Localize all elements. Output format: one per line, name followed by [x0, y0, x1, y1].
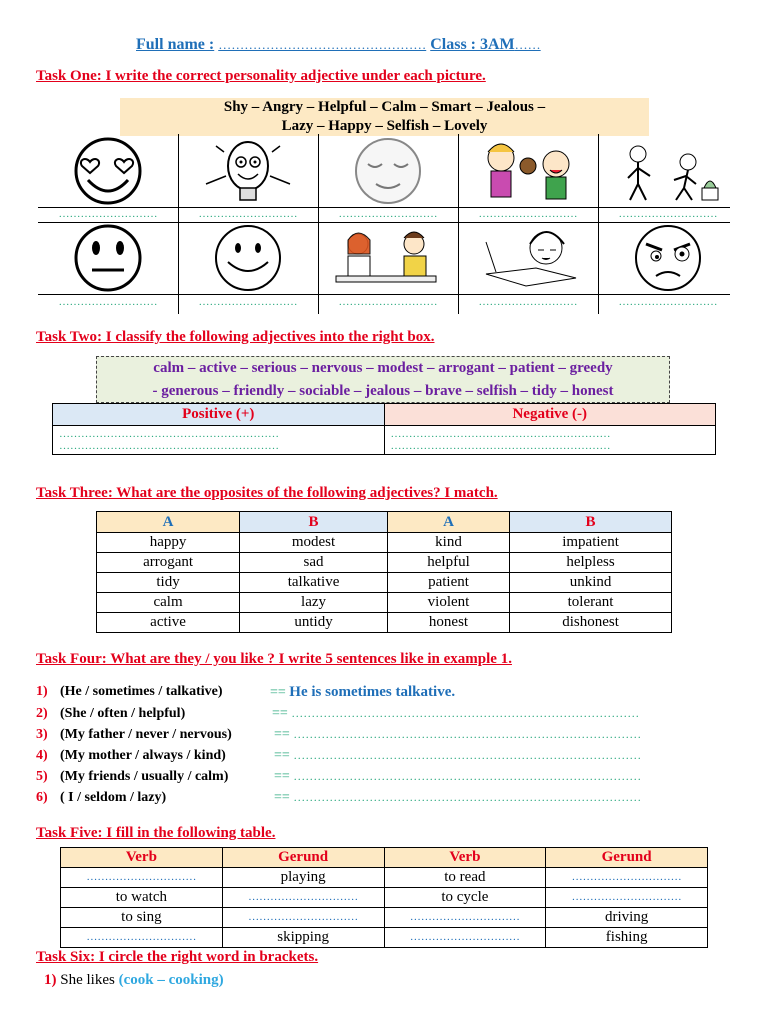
sentence-item — [36, 727, 232, 743]
sentence-prompt: (He / sometimes / talkative) — [60, 684, 223, 699]
jealous-face-icon — [606, 224, 730, 292]
col-a-header: A — [97, 512, 240, 533]
answer-blank[interactable]: ……………………… — [198, 208, 298, 220]
calm-face-icon — [326, 136, 450, 206]
word-box-line-2: Lazy – Happy – Selfish – Lovely — [281, 118, 488, 134]
table-cell: to cycle — [384, 888, 546, 908]
sentence-answer-line — [272, 706, 639, 722]
table-cell: playing — [222, 868, 384, 888]
table-row — [97, 553, 672, 573]
heart-eyes-face-icon — [46, 136, 170, 206]
equals-sign: == — [270, 685, 286, 700]
table-cell: active — [97, 613, 240, 633]
full-name-field[interactable]: ………………………………………… — [218, 37, 427, 52]
table-cell: talkative — [240, 573, 388, 593]
full-name-label: Full name : — [136, 36, 215, 53]
sentence-prompt: (She / often / helpful) — [60, 706, 186, 721]
equals-sign: == — [274, 790, 290, 805]
sentence-prompt: (My friends / usually / calm) — [60, 769, 229, 784]
answer-blank[interactable]: ……………………… — [338, 296, 438, 308]
item-text: She likes — [60, 972, 115, 988]
item-number: 1) — [36, 684, 48, 699]
table-cell: tidy — [97, 573, 240, 593]
answer-blank[interactable]: …………………………………………………………………………… — [291, 706, 640, 720]
table-cell: violent — [387, 593, 509, 613]
table-cell: impatient — [510, 533, 672, 553]
item-number: 2) — [36, 706, 48, 721]
table-cell: calm — [97, 593, 240, 613]
answer-blank[interactable]: ………………………… — [384, 928, 546, 948]
word-box-2-line-1: calm – active – serious – nervous – modest – arrogant – patient – greedy — [153, 360, 613, 376]
angry-children-icon — [466, 136, 590, 206]
table-row — [97, 593, 672, 613]
table-cell: helpless — [510, 553, 672, 573]
col-a-header: A — [387, 512, 509, 533]
answer-blank[interactable]: ……………………… — [618, 296, 718, 308]
item-number: 3) — [36, 727, 48, 742]
classify-table — [52, 403, 716, 455]
answer-blank[interactable]: ………………………… — [222, 888, 384, 908]
table-row — [61, 868, 708, 888]
opposites-table — [96, 511, 672, 633]
table-cell: to sing — [61, 908, 223, 928]
verb-header: Verb — [384, 848, 546, 868]
answer-blank[interactable]: ……………………… — [618, 208, 718, 220]
picture-grid — [38, 134, 730, 314]
gerund-header: Gerund — [222, 848, 384, 868]
col-b-header: B — [510, 512, 672, 533]
sentence-item — [36, 706, 185, 722]
answer-blank[interactable]: ………………………… — [222, 908, 384, 928]
class-field[interactable]: …… — [514, 37, 541, 52]
col-b-header: B — [240, 512, 388, 533]
name-class-header — [136, 36, 541, 54]
word-box-line-1: Shy – Angry – Helpful – Calm – Smart – Jealous – — [223, 99, 546, 115]
sentence-prompt: ( I / seldom / lazy) — [60, 790, 167, 805]
table-cell: tolerant — [510, 593, 672, 613]
answer-blank[interactable]: …………………………………………………………………………… — [293, 769, 642, 783]
answer-blank[interactable]: …………………………………………………… — [59, 440, 279, 452]
item-number: 4) — [36, 748, 48, 763]
table-cell: to watch — [61, 888, 223, 908]
task-two-title: Task Two: I classify the following adjectives into the right box. — [36, 329, 435, 345]
table-cell: to read — [384, 868, 546, 888]
word-options[interactable]: (cook – cooking) — [118, 972, 224, 988]
adjective-word-box-2 — [96, 356, 670, 403]
smart-lightbulb-icon — [186, 136, 310, 206]
circle-word-item — [44, 972, 224, 989]
table-cell: happy — [97, 533, 240, 553]
item-number: 6) — [36, 790, 48, 805]
answer-blank[interactable]: …………………………………………………………………………… — [293, 727, 642, 741]
answer-blank[interactable]: ………………………… — [61, 928, 223, 948]
equals-sign: == — [274, 769, 290, 784]
sentence-item — [36, 790, 166, 806]
table-cell: fishing — [546, 928, 708, 948]
table-cell: skipping — [222, 928, 384, 948]
adjective-word-box — [120, 98, 649, 136]
table-cell: dishonest — [510, 613, 672, 633]
example-answer: He is sometimes talkative. — [289, 684, 456, 700]
positive-box[interactable] — [53, 426, 385, 455]
table-cell: helpful — [387, 553, 509, 573]
answer-blank[interactable]: …………………………………………………………………………… — [293, 748, 642, 762]
table-row — [61, 908, 708, 928]
sharing-children-icon — [326, 224, 450, 292]
sentence-item — [36, 684, 223, 700]
answer-blank[interactable]: ……………………… — [58, 208, 158, 220]
table-cell: honest — [387, 613, 509, 633]
table-cell: untidy — [240, 613, 388, 633]
item-number: 5) — [36, 769, 48, 784]
gerund-header: Gerund — [546, 848, 708, 868]
answer-blank[interactable]: …………………………………………………………………………… — [293, 790, 642, 804]
gerund-table — [60, 847, 708, 948]
class-label: Class : 3AM — [430, 36, 515, 53]
table-cell: arrogant — [97, 553, 240, 573]
table-row — [97, 533, 672, 553]
table-cell: driving — [546, 908, 708, 928]
answer-blank[interactable]: …………………………………………………… — [390, 440, 611, 452]
table-cell: unkind — [510, 573, 672, 593]
equals-sign: == — [272, 706, 288, 721]
sentence-item — [36, 748, 226, 764]
equals-sign: == — [274, 748, 290, 763]
answer-blank[interactable]: ………………………… — [546, 868, 708, 888]
task-three-title: Task Three: What are the opposites of the following adjectives? I match. — [36, 485, 498, 501]
sentence-prompt: (My mother / always / kind) — [60, 748, 226, 763]
sentence-answer-line — [274, 748, 641, 764]
word-box-2-line-2: - generous – friendly – sociable – jealous – brave – selfish – tidy – honest — [152, 383, 614, 399]
table-row — [97, 613, 672, 633]
task-six-title: Task Six: I circle the right word in brackets. — [36, 949, 319, 965]
answer-blank[interactable]: ……………………… — [58, 296, 158, 308]
answer-blank[interactable]: ………………………… — [61, 868, 223, 888]
answer-blank[interactable]: ……………………… — [478, 296, 578, 308]
positive-header: Positive (+) — [53, 404, 385, 426]
answer-blank[interactable]: ……………………… — [198, 296, 298, 308]
answer-blank[interactable]: ………………………… — [546, 888, 708, 908]
task-one-title: Task One: I write the correct personality adjective under each picture. — [36, 68, 486, 84]
lazy-boy-icon — [466, 224, 590, 292]
sentence-answer-line — [274, 727, 641, 743]
table-cell: kind — [387, 533, 509, 553]
task-five-title: Task Five: I fill in the following table. — [36, 825, 276, 841]
table-cell: lazy — [240, 593, 388, 613]
task-four-title: Task Four: What are they / you like ? I write 5 sentences like in example 1. — [36, 651, 512, 667]
answer-blank[interactable]: …………………………………………………… — [390, 428, 611, 440]
negative-header: Negative (-) — [384, 404, 716, 426]
answer-blank[interactable]: ……………………… — [338, 208, 438, 220]
table-cell: sad — [240, 553, 388, 573]
table-row — [61, 888, 708, 908]
equals-sign: == — [274, 727, 290, 742]
answer-blank[interactable]: ……………………… — [478, 208, 578, 220]
table-row — [97, 573, 672, 593]
answer-blank[interactable]: ………………………… — [384, 908, 546, 928]
sentence-answer-line — [270, 684, 455, 701]
negative-box[interactable] — [384, 426, 716, 455]
verb-header: Verb — [61, 848, 223, 868]
sentence-answer-line — [274, 769, 641, 785]
sentence-prompt: (My father / never / nervous) — [60, 727, 232, 742]
straight-face-icon — [46, 224, 170, 292]
table-cell: modest — [240, 533, 388, 553]
table-cell: patient — [387, 573, 509, 593]
helpful-gardener-icon — [606, 136, 730, 206]
table-row — [61, 928, 708, 948]
happy-face-icon — [186, 224, 310, 292]
sentence-item — [36, 769, 228, 785]
answer-blank[interactable]: …………………………………………………… — [59, 428, 279, 440]
item-number: 1) — [44, 972, 57, 988]
sentence-answer-line — [274, 790, 641, 806]
